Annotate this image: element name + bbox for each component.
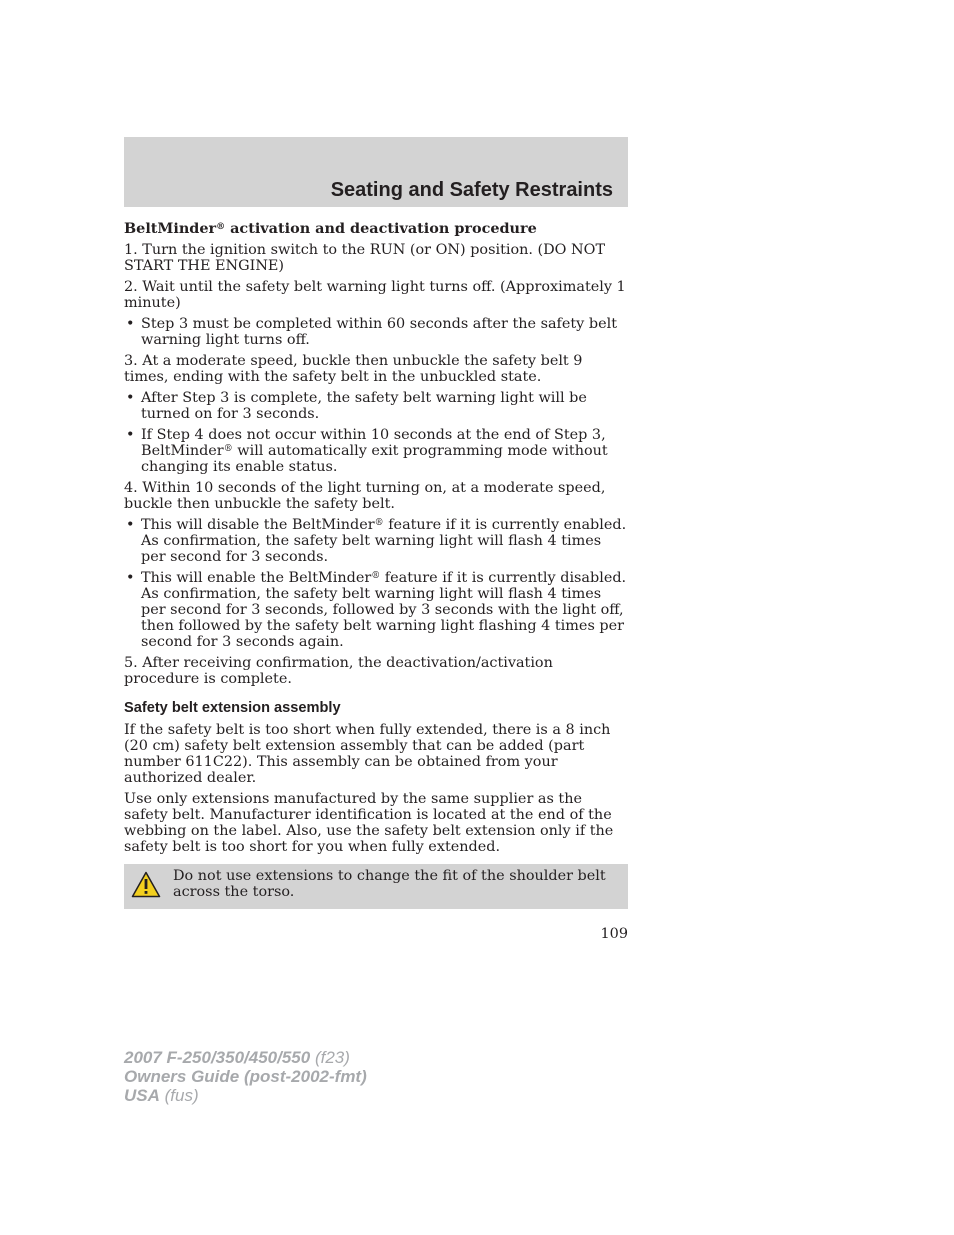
step-1: 1. Turn the ignition switch to the RUN (or ON) position. (DO NOT START THE ENGINE): [124, 242, 606, 274]
registered-mark: ®: [371, 571, 381, 581]
footer-model: 2007 F-250/350/450/550: [124, 1048, 311, 1067]
registered-mark: ®: [216, 222, 226, 232]
beltminder-heading-rest: activation and deactivation procedure: [225, 220, 537, 237]
bullet-item: [124, 570, 628, 650]
extension-heading: Safety belt extension assembly: [124, 700, 341, 716]
bullet-text: This will disable the BeltMinder: [141, 517, 375, 533]
extension-paragraph-2: Use only extensions manufactured by the same supplier as the safety belt. Manufacturer identification is located at the end of the webbing on the label. Also, use the safety belt extension only if the safety belt is too short for you when fully extended.: [124, 791, 614, 855]
footer-market: USA: [124, 1086, 160, 1105]
footer-line-model: [124, 1048, 367, 1067]
step-5: 5. After receiving confirmation, the deactivation/activation procedure is complete.: [124, 655, 553, 687]
footer-model-code: (f23): [310, 1048, 350, 1067]
extension-paragraph-1: If the safety belt is too short when fully extended, there is a 8 inch (20 cm) safety belt extension assembly that can be added (part number 611C22). This assembly can be obtained from your authorized dealer.: [124, 722, 611, 786]
warning-box: [124, 864, 628, 909]
header-band: [124, 137, 628, 207]
step-4-bullets: [124, 517, 628, 650]
footer-guide: Owners Guide (post-2002-fmt): [124, 1067, 367, 1086]
bullet-item: [124, 427, 628, 475]
step-2-bullets: [124, 316, 628, 348]
footer-line-market: [124, 1086, 367, 1105]
warning-text: Do not use extensions to change the fit of the shoulder belt across the torso.: [173, 868, 606, 900]
step-3-bullets: [124, 390, 628, 475]
document-footer: [124, 1048, 367, 1105]
footer-line-guide: [124, 1067, 367, 1086]
page-content: [124, 221, 628, 909]
bullet-item: [124, 517, 628, 565]
page-number: 109: [600, 926, 628, 942]
bullet-text: will automatically exit programming mode without changing its enable status.: [141, 443, 608, 475]
beltminder-heading-brand: BeltMinder: [124, 220, 217, 237]
step-2: 2. Wait until the safety belt warning light turns off. (Approximately 1 minute): [124, 279, 626, 311]
bullet-item: • Step 3 must be completed within 60 seconds after the safety belt warning light turns off.: [124, 316, 628, 348]
registered-mark: ®: [223, 444, 233, 454]
step-4: 4. Within 10 seconds of the light turning on, at a moderate speed, buckle then unbuckle the safety belt.: [124, 480, 606, 512]
step-3: 3. At a moderate speed, buckle then unbuckle the safety belt 9 times, ending with the safety belt in the unbuckled state.: [124, 353, 583, 385]
beltminder-heading: [124, 221, 628, 237]
registered-mark: ®: [374, 518, 384, 528]
bullet-text: If Step 4 does not occur within 10 seconds at the end of Step 3, BeltMinder: [141, 427, 606, 459]
bullet-text: feature if it is currently enabled. As confirmation, the safety belt warning light will flash 4 times per second for 3 seconds.: [141, 517, 627, 565]
footer-market-code: (fus): [159, 1086, 199, 1105]
warning-triangle-icon: [131, 871, 161, 898]
bullet-text: This will enable the BeltMinder: [141, 570, 372, 586]
bullet-item: • After Step 3 is complete, the safety belt warning light will be turned on for 3 seconds.: [124, 390, 628, 422]
bullet-text: feature if it is currently disabled. As confirmation, the safety belt warning light will flash 4 times per second for 3 seconds, followed by 3 seconds with the light off, then followed by the safety belt warning light flashing 4 times per second for 3 seconds again.: [141, 570, 627, 650]
section-title: Seating and Safety Restraints: [330, 179, 613, 201]
